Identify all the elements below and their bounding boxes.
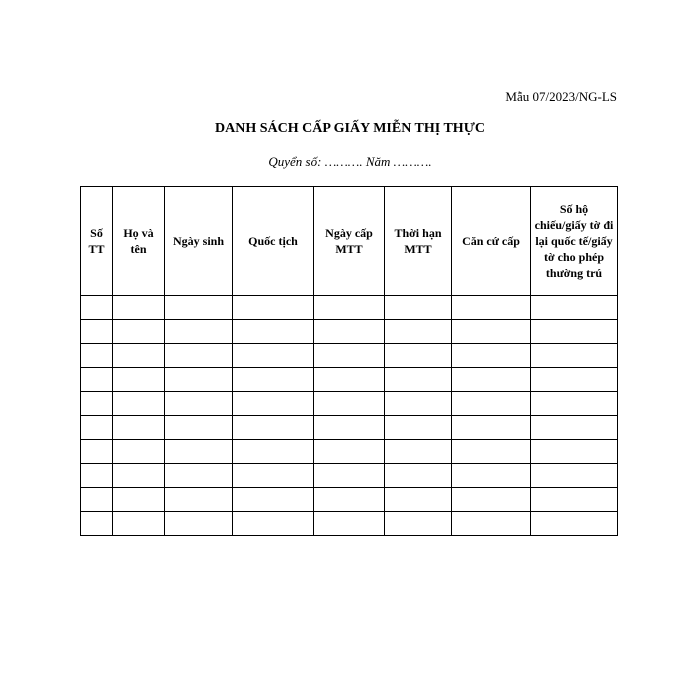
table-cell [314, 464, 385, 488]
table-cell [385, 392, 452, 416]
table-cell [385, 416, 452, 440]
column-header-issuance-basis: Căn cứ cấp [452, 187, 531, 296]
table-cell [81, 320, 113, 344]
table-row [81, 512, 618, 536]
table-cell [165, 296, 233, 320]
table-row [81, 368, 618, 392]
table-row [81, 416, 618, 440]
table-cell [385, 344, 452, 368]
table-cell [165, 512, 233, 536]
table-cell [165, 344, 233, 368]
table-cell [165, 464, 233, 488]
visa-exemption-table [80, 186, 618, 536]
table-cell [113, 464, 165, 488]
column-header-no: Số TT [81, 187, 113, 296]
table-cell [233, 440, 314, 464]
table-row [81, 320, 618, 344]
table-cell [314, 296, 385, 320]
table-cell [81, 440, 113, 464]
column-header-issue-date: Ngày cấp MTT [314, 187, 385, 296]
table-cell [314, 440, 385, 464]
book-number-line: Quyển số: ………. Năm ………. [268, 154, 432, 169]
table-cell [452, 488, 531, 512]
table-row [81, 488, 618, 512]
document-title: DANH SÁCH CẤP GIẤY MIỄN THỊ THỰC [215, 121, 485, 136]
table-cell [452, 368, 531, 392]
table-cell [113, 416, 165, 440]
table-cell [113, 296, 165, 320]
table-cell [385, 296, 452, 320]
table-cell [452, 416, 531, 440]
table-cell [314, 344, 385, 368]
table-cell [81, 368, 113, 392]
table-cell [113, 368, 165, 392]
table-cell [165, 488, 233, 512]
table-cell [81, 344, 113, 368]
table-cell [452, 440, 531, 464]
table-cell [81, 392, 113, 416]
table-cell [314, 368, 385, 392]
table-cell [531, 296, 618, 320]
table-cell [113, 344, 165, 368]
table-cell [385, 512, 452, 536]
table-cell [165, 368, 233, 392]
table-cell [233, 368, 314, 392]
table-cell [113, 488, 165, 512]
table-header-row [81, 187, 618, 296]
table-cell [531, 512, 618, 536]
table-cell [385, 440, 452, 464]
table-cell [233, 488, 314, 512]
table-cell [314, 416, 385, 440]
table-cell [452, 320, 531, 344]
column-header-date-of-birth: Ngày sinh [165, 187, 233, 296]
table-cell [113, 440, 165, 464]
table-cell [385, 320, 452, 344]
table-cell [531, 488, 618, 512]
table-cell [165, 416, 233, 440]
table-cell [531, 464, 618, 488]
table-cell [81, 416, 113, 440]
table-cell [531, 344, 618, 368]
form-code: Mẫu 07/2023/NG-LS [505, 89, 617, 104]
column-header-passport-number: Số hộ chiếu/giấy tờ đi lại quốc tế/giấy tờ cho phép thường trú [531, 187, 618, 296]
table-cell [233, 392, 314, 416]
table-cell [452, 392, 531, 416]
table-cell [233, 464, 314, 488]
table-cell [165, 320, 233, 344]
table-cell [113, 512, 165, 536]
table-cell [314, 320, 385, 344]
column-header-full-name: Họ và tên [113, 187, 165, 296]
table-cell [314, 488, 385, 512]
table-cell [165, 440, 233, 464]
table-cell [233, 512, 314, 536]
table-cell [81, 464, 113, 488]
table-row [81, 440, 618, 464]
table-cell [531, 392, 618, 416]
table-cell [81, 488, 113, 512]
table-row [81, 344, 618, 368]
table-row [81, 392, 618, 416]
table-cell [385, 464, 452, 488]
table-cell [81, 512, 113, 536]
table-cell [233, 416, 314, 440]
table-cell [531, 320, 618, 344]
table-cell [385, 368, 452, 392]
table-cell [452, 344, 531, 368]
column-header-validity: Thời hạn MTT [385, 187, 452, 296]
table-cell [531, 440, 618, 464]
table-cell [81, 296, 113, 320]
table-cell [233, 296, 314, 320]
table-cell [113, 392, 165, 416]
table-cell [531, 368, 618, 392]
table-cell [113, 320, 165, 344]
table-cell [531, 416, 618, 440]
table-row [81, 464, 618, 488]
table-cell [165, 392, 233, 416]
table-cell [314, 512, 385, 536]
table-cell [385, 488, 452, 512]
table-cell [233, 344, 314, 368]
table-cell [314, 392, 385, 416]
table-cell [452, 464, 531, 488]
table-body [81, 296, 618, 536]
table-cell [233, 320, 314, 344]
table-row [81, 296, 618, 320]
column-header-nationality: Quốc tịch [233, 187, 314, 296]
table-cell [452, 512, 531, 536]
table-cell [452, 296, 531, 320]
